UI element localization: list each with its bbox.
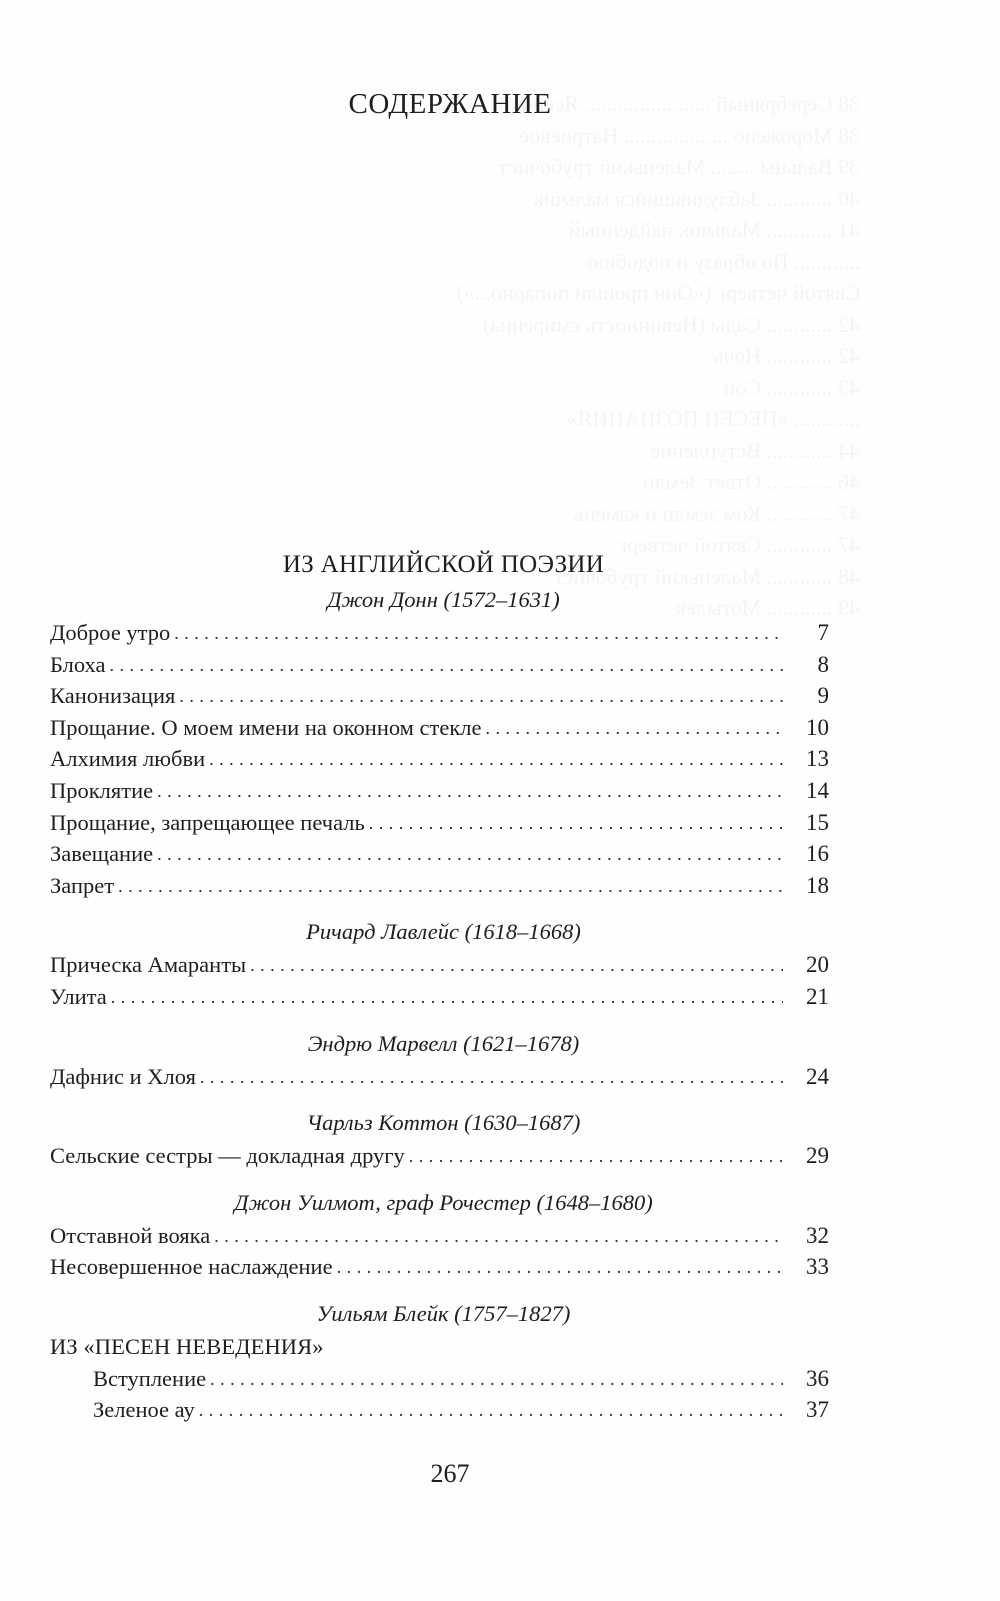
entry-page: 29 <box>806 1143 829 1169</box>
dot-leader <box>210 1364 783 1396</box>
entry-page: 33 <box>806 1254 829 1280</box>
page-title: СОДЕРЖАНИЕ <box>348 88 552 120</box>
toc-entry[interactable] <box>50 712 829 744</box>
entry-title: Дафнис и Хлоя <box>50 1063 196 1089</box>
entry-page: 13 <box>806 746 829 772</box>
dot-leader <box>109 650 783 682</box>
entry-title: Блоха <box>50 651 106 677</box>
entry-page: 16 <box>806 841 829 867</box>
toc-entry[interactable] <box>50 838 829 870</box>
entry-page: 8 <box>817 651 829 677</box>
entry-title: Зеленое ау <box>93 1397 195 1423</box>
dot-leader <box>409 1141 783 1173</box>
author-heading: Уильям Блейк (1757–1827) <box>316 1300 571 1326</box>
toc-entry[interactable] <box>50 1220 829 1252</box>
showthrough-line <box>80 214 860 246</box>
dot-leader <box>111 982 783 1014</box>
toc-entry[interactable] <box>50 949 829 981</box>
toc-entry[interactable] <box>50 775 829 807</box>
entry-title: Несовершенное наслаждение <box>50 1254 333 1280</box>
entry-page: 24 <box>806 1063 829 1089</box>
toc-entry[interactable] <box>50 743 829 775</box>
showthrough-line <box>80 466 860 498</box>
dot-leader <box>369 808 783 840</box>
entry-page: 21 <box>806 983 829 1009</box>
entry-title: Вступление <box>93 1365 207 1391</box>
author-heading: Эндрю Марвелл (1621–1678) <box>307 1030 580 1056</box>
entry-page: 15 <box>806 809 829 835</box>
entry-title: Прощание. О моем имени на оконном стекле <box>50 714 482 740</box>
showthrough-line <box>80 120 860 152</box>
toc-entry[interactable] <box>50 680 829 712</box>
dot-leader <box>157 839 783 871</box>
entry-page: 9 <box>817 683 829 709</box>
entry-title: Отставной вояка <box>50 1222 211 1248</box>
toc-entry[interactable] <box>50 617 829 649</box>
dot-leader <box>199 1395 783 1427</box>
toc-entry[interactable] <box>50 1394 829 1426</box>
entry-page: 32 <box>806 1222 829 1248</box>
showthrough-line <box>80 246 860 278</box>
showthrough-line <box>80 309 860 341</box>
toc-entry[interactable] <box>50 1061 829 1093</box>
entry-title: Улита <box>50 983 107 1009</box>
entry-page: 20 <box>806 952 829 978</box>
entry-title: Канонизация <box>50 683 176 709</box>
table-of-contents <box>50 547 829 1426</box>
entry-title: Прощание, запрещающее печаль <box>50 809 365 835</box>
author-heading: Джон Донн (1572–1631) <box>327 587 560 612</box>
toc-entry[interactable] <box>50 649 829 681</box>
dot-leader <box>486 713 784 745</box>
showthrough-line <box>80 183 860 215</box>
showthrough-line <box>80 498 860 530</box>
toc-entry[interactable] <box>50 981 829 1013</box>
entry-page: 14 <box>806 777 829 803</box>
showthrough-line <box>80 277 860 309</box>
entry-title: Алхимия любви <box>50 746 206 772</box>
showthrough-line <box>80 372 860 404</box>
showthrough-line <box>80 403 860 435</box>
dot-leader <box>174 618 783 650</box>
entry-page: 7 <box>817 620 829 645</box>
entry-title: Доброе утро <box>50 620 171 645</box>
author-heading: Чарльз Коттон (1630–1687) <box>306 1110 581 1136</box>
dot-leader <box>200 1062 783 1094</box>
entry-title: Прическа Амаранты <box>50 952 247 978</box>
dot-leader <box>250 950 783 982</box>
dot-leader <box>214 1221 783 1253</box>
author-heading: Ричард Лавлейс (1618–1668) <box>306 919 581 945</box>
entry-page: 10 <box>806 714 829 740</box>
dot-leader <box>179 681 783 713</box>
toc-entry[interactable] <box>50 870 829 902</box>
dot-leader <box>118 871 783 903</box>
showthrough-line <box>80 340 860 372</box>
collection-label: ИЗ «ПЕСЕН НЕВЕДЕНИЯ» <box>50 1333 324 1359</box>
toc-entry[interactable] <box>50 807 829 839</box>
entry-page: 36 <box>806 1365 829 1391</box>
page-number: 267 <box>430 1459 470 1488</box>
showthrough-line <box>80 151 860 183</box>
entry-page: 37 <box>806 1397 829 1423</box>
showthrough-line <box>80 435 860 467</box>
section-heading: ИЗ АНГЛИЙСКОЙ ПОЭЗИИ <box>282 551 605 578</box>
entry-title: Сельские сестры — докладная другу <box>50 1143 405 1169</box>
reverse-side-showthrough <box>80 88 860 624</box>
toc-entry[interactable] <box>50 1140 829 1172</box>
entry-title: Завещание <box>50 841 154 867</box>
toc-entry[interactable] <box>50 1363 829 1395</box>
entry-title: Проклятие <box>50 777 154 803</box>
entry-title: Запрет <box>50 872 115 898</box>
entry-page: 18 <box>806 872 829 898</box>
dot-leader <box>209 744 783 776</box>
author-heading: Джон Уилмот, граф Рочестер (1648–1680) <box>234 1189 653 1215</box>
dot-leader <box>337 1252 783 1284</box>
toc-entry[interactable] <box>50 1251 829 1283</box>
dot-leader <box>157 776 783 808</box>
